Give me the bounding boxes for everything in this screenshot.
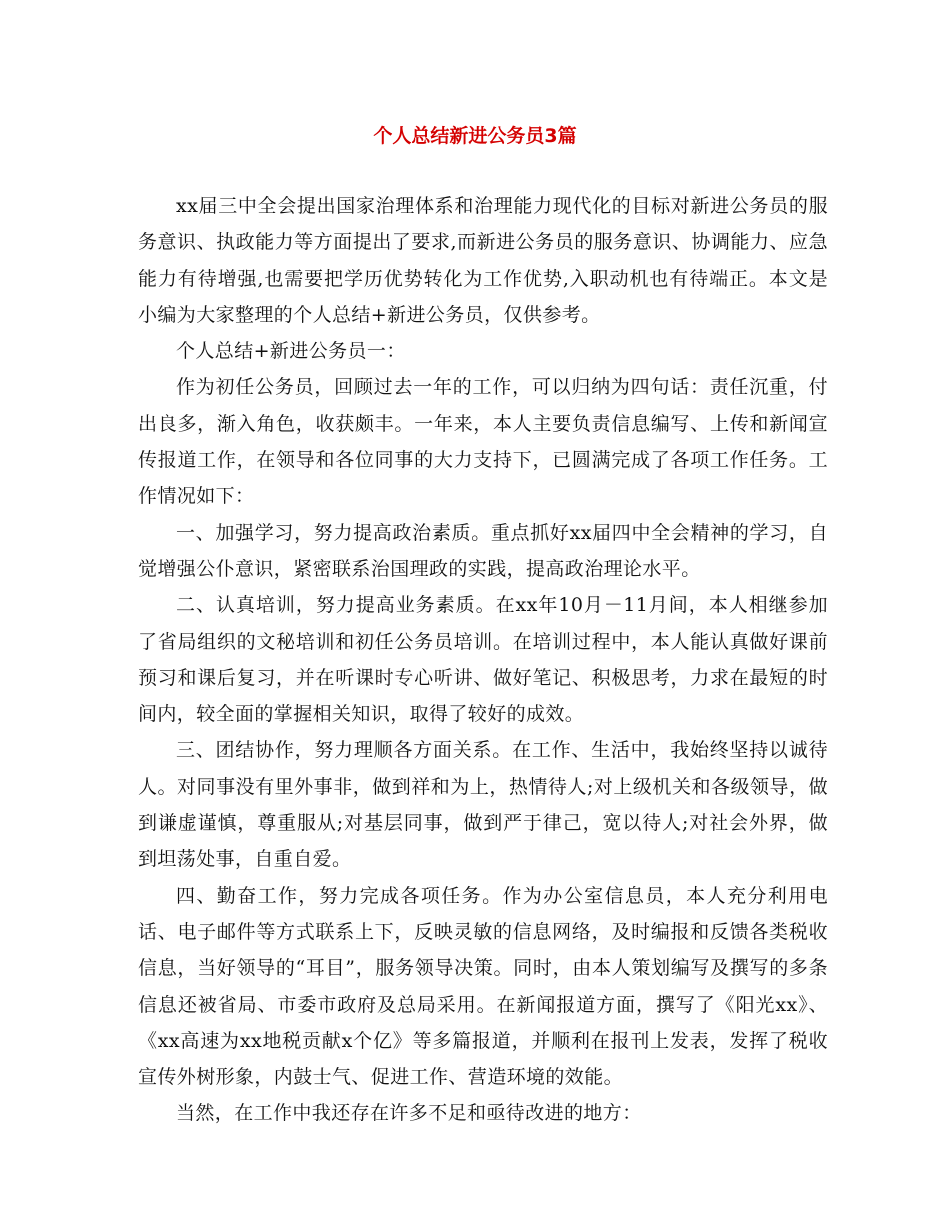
body-paragraph: 一、加强学习，努力提高政治素质。重点抓好xx届四中全会精神的学习，自觉增强公仆意识，紧密联系治国理政的实践，提高政治理论水平。: [138, 521, 828, 580]
document-title: 个人总结新进公务员3篇: [373, 125, 577, 147]
body-paragraph: 四、勤奋工作，努力完成各项任务。作为办公室信息员，本人充分利用电话、电子邮件等方式联系上下，反映灵敏的信息网络，及时编报和反馈各类税收信息，当好领导的“耳目”，服务领导决策。同时，由本人策划编写及撰写的多条信息还被省局、市委市政府及总局采用。在新闻报道方面，撰写了《阳光xx》、《xx高速为xx地税贡献x个亿》等多篇报道，并顺利在报刊上发表，发挥了税收宣传外树形象，内鼓士气、促进工作、营造环境的效能。: [138, 884, 828, 1089]
body-paragraph: 三、团结协作，努力理顺各方面关系。在工作、生活中，我始终坚持以诚待人。对同事没有里外事非，做到祥和为上，热情待人;对上级机关和各级领导，做到谦虚谨慎，尊重服从;对基层同事，做到严于律己，宽以待人;对社会外界，做到坦荡处事，自重自爱。: [138, 739, 828, 871]
body-paragraph: 二、认真培训，努力提高业务素质。在xx年10月－11月间，本人相继参加了省局组织的文秘培训和初任公务员培训。在培训过程中，本人能认真做好课前预习和课后复习，并在听课时专心听讲、做好笔记、积极思考，力求在最短的时间内，较全面的掌握相关知识，取得了较好的成效。: [138, 594, 828, 726]
document-body: [138, 188, 828, 1132]
intro-paragraph: xx届三中全会提出国家治理体系和治理能力现代化的目标对新进公务员的服务意识、执政能力等方面提出了要求,而新进公务员的服务意识、协调能力、应急能力有待增强,也需要把学历优势转化为工作优势,入职动机也有待端正。本文是小编为大家整理的个人总结+新进公务员，仅供参考。: [138, 195, 828, 326]
body-paragraph: 作为初任公务员，回顾过去一年的工作，可以归纳为四句话：责任沉重，付出良多，渐入角色，收获颇丰。一年来，本人主要负责信息编写、上传和新闻宣传报道工作，在领导和各位同事的大力支持下，已圆满完成了各项工作任务。工作情况如下：: [138, 376, 828, 508]
body-paragraph: 当然，在工作中我还存在许多不足和亟待改进的地方：: [176, 1102, 642, 1125]
section-heading: 个人总结+新进公务员一：: [176, 340, 406, 363]
